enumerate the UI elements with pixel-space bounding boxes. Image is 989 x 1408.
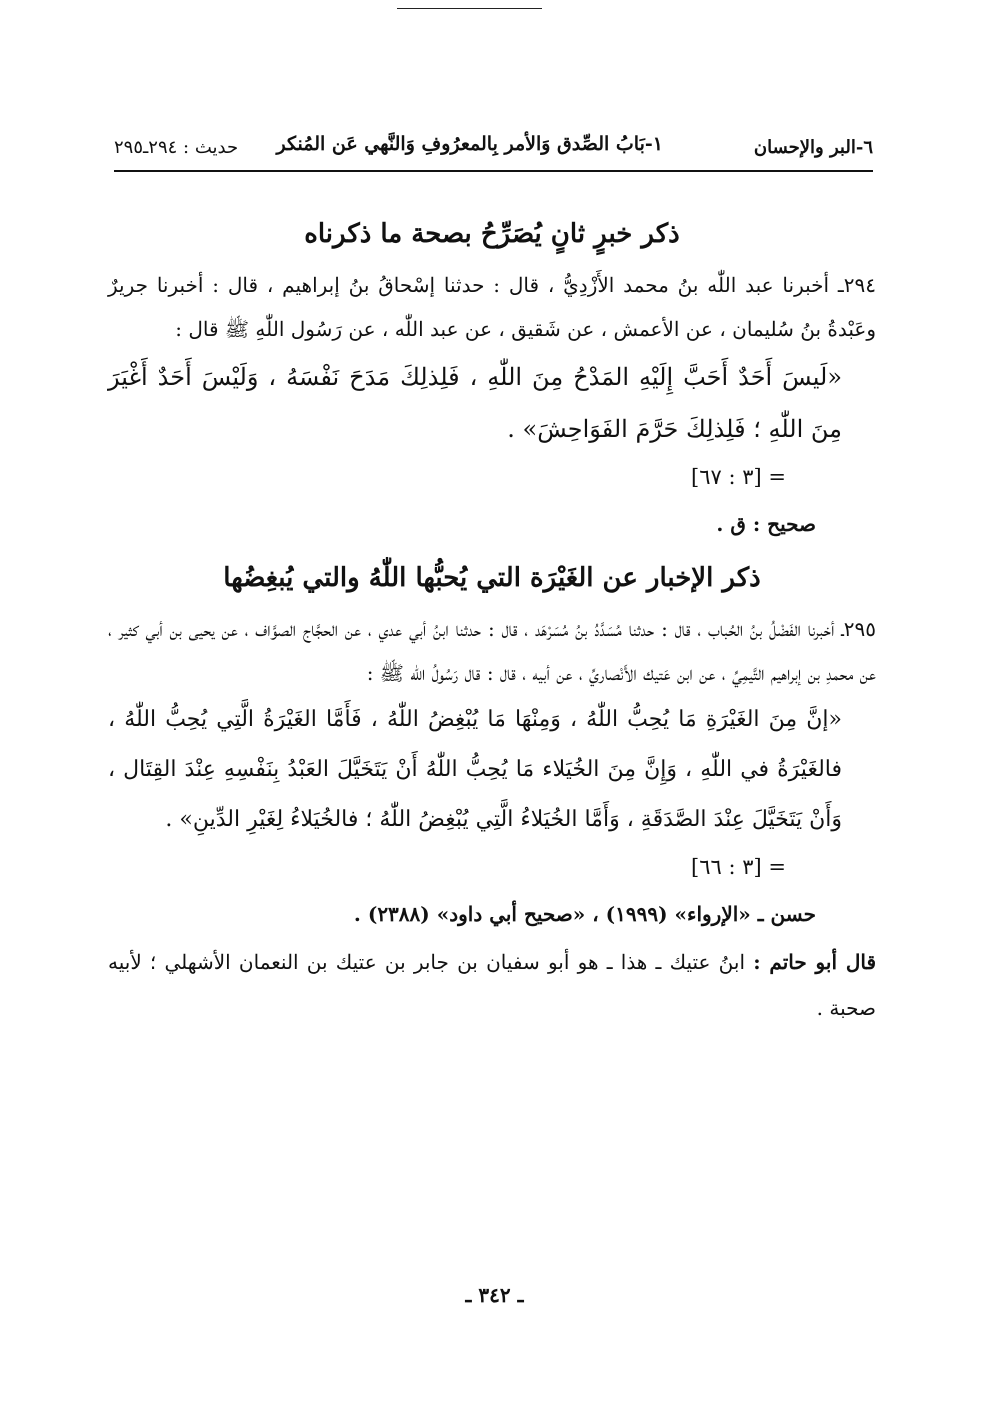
running-header	[114, 133, 873, 165]
header-chapter: ٦-البر والإحسان	[753, 137, 873, 158]
section-title: ذكر الإخبار عن الغَيْرَة التي يُحبُّها اللّٰهُ والتي يُبغِضُها	[223, 563, 761, 593]
section-294	[108, 205, 876, 549]
header-rule	[114, 170, 873, 172]
hadith-text: «لَيسَ أَحَدٌ أَحَبَّ إِلَيْهِ المَدْحُ مِنَ اللّٰهِ ، فَلِذلِكَ مَدَحَ نَفْسَهُ ، وَلَيْسَ أَحَدٌ أَغْيَرَ مِنَ اللّٰهِ ؛ فَلِذلِكَ حَرَّمَ الفَوَاحِشَ» .	[108, 363, 842, 443]
top-rule	[397, 8, 542, 9]
header-section: ١-بَابُ الصِّدق وَالأمر بِالمعرُوفِ وَالنَّهي عَن المُنكر	[276, 133, 663, 155]
section-295	[108, 549, 876, 939]
hadith-text: «إنَّ مِنَ الغَيْرَةِ مَا يُحِبُّ اللّٰهُ ، وَمِنْهَا مَا يُبْغِضُ اللّٰهُ ، فَأَمَّا الغَيْرَةُ الَّتِي يُحِبُّ اللّٰهُ ، فالغَيْرَةُ في اللّٰهِ ، وَإِنَّ مِنَ الخُيَلاء مَا يُحِبُّ اللّٰهُ أَنْ يَتَخَيَّلَ العَبْدُ بِنَفْسِهِ عِنْدَ القِتَال ، وَأَنْ يَتَخَيَّلَ عِنْدَ الصَّدَقَةِ ، وَأَمَّا الخُيَلاءُ الَّتِي يُبْغِضُ اللّٰهُ ؛ فالخُيَلاءُ لِغَيْرِ الدِّينِ» .	[108, 707, 842, 832]
commentary-text: ابنُ عتيك ـ هذا ـ هو أبو سفيان بن جابر بن عتيك بن النعمان الأشهلي ؛ لأبيه صحبة .	[108, 950, 876, 1020]
commentary-lead: قال أبو حاتم :	[753, 950, 877, 974]
cross-reference: = [٣ : ٦٧]	[691, 465, 786, 489]
grading: صحيح : ق .	[716, 512, 816, 536]
page-number: ـ ٣٤٢ ـ	[465, 1283, 524, 1307]
isnad-text: ٢٩٥ـ أخبرنا الفَضْلُ بنُ الحُباب ، قال : حدثنا مُسَدَّدُ بنُ مُسَرْهَد ، قال : حدثنا ابنُ أبي عدي ، عن الحجَّاج الصوَّاف ، عن يحيى بن أبي كثير ، عن محمدِ بن إبراهيم التَّيمِيِّ ، عن ابن عَتيك الأَنْصاريِّ ، عن أبيه ، قال : قال رَسُولُ اللّٰه ﷺ :	[108, 617, 876, 685]
header-hadith-range: حديث : ٢٩٤ـ٢٩٥	[114, 137, 239, 158]
cross-reference: = [٣ : ٦٦]	[691, 855, 786, 879]
isnad-text: ٢٩٤ـ أخبرنا عبد اللّٰه بنُ محمد الأَزْدِيُّ ، قال : حدثنا إسْحاقُ بنُ إبراهيم ، قال : أخبرنا جريرٌ وعَبْدةُ بنُ سُليمان ، عن الأعمش ، عن شَقيق ، عن عبد اللّٰه ، عن رَسُول اللّٰهِ ﷺ قال :	[108, 273, 876, 341]
grading: حسن ـ «الإرواء» (١٩٩٩) ، «صحيح أبي داود» (٢٣٨٨) .	[353, 902, 816, 926]
commentary-note	[108, 939, 876, 1031]
page-body	[108, 205, 876, 1031]
section-title: ذكر خبرٍ ثانٍ يُصَرِّحُ بصحة ما ذكرناه	[304, 219, 680, 249]
